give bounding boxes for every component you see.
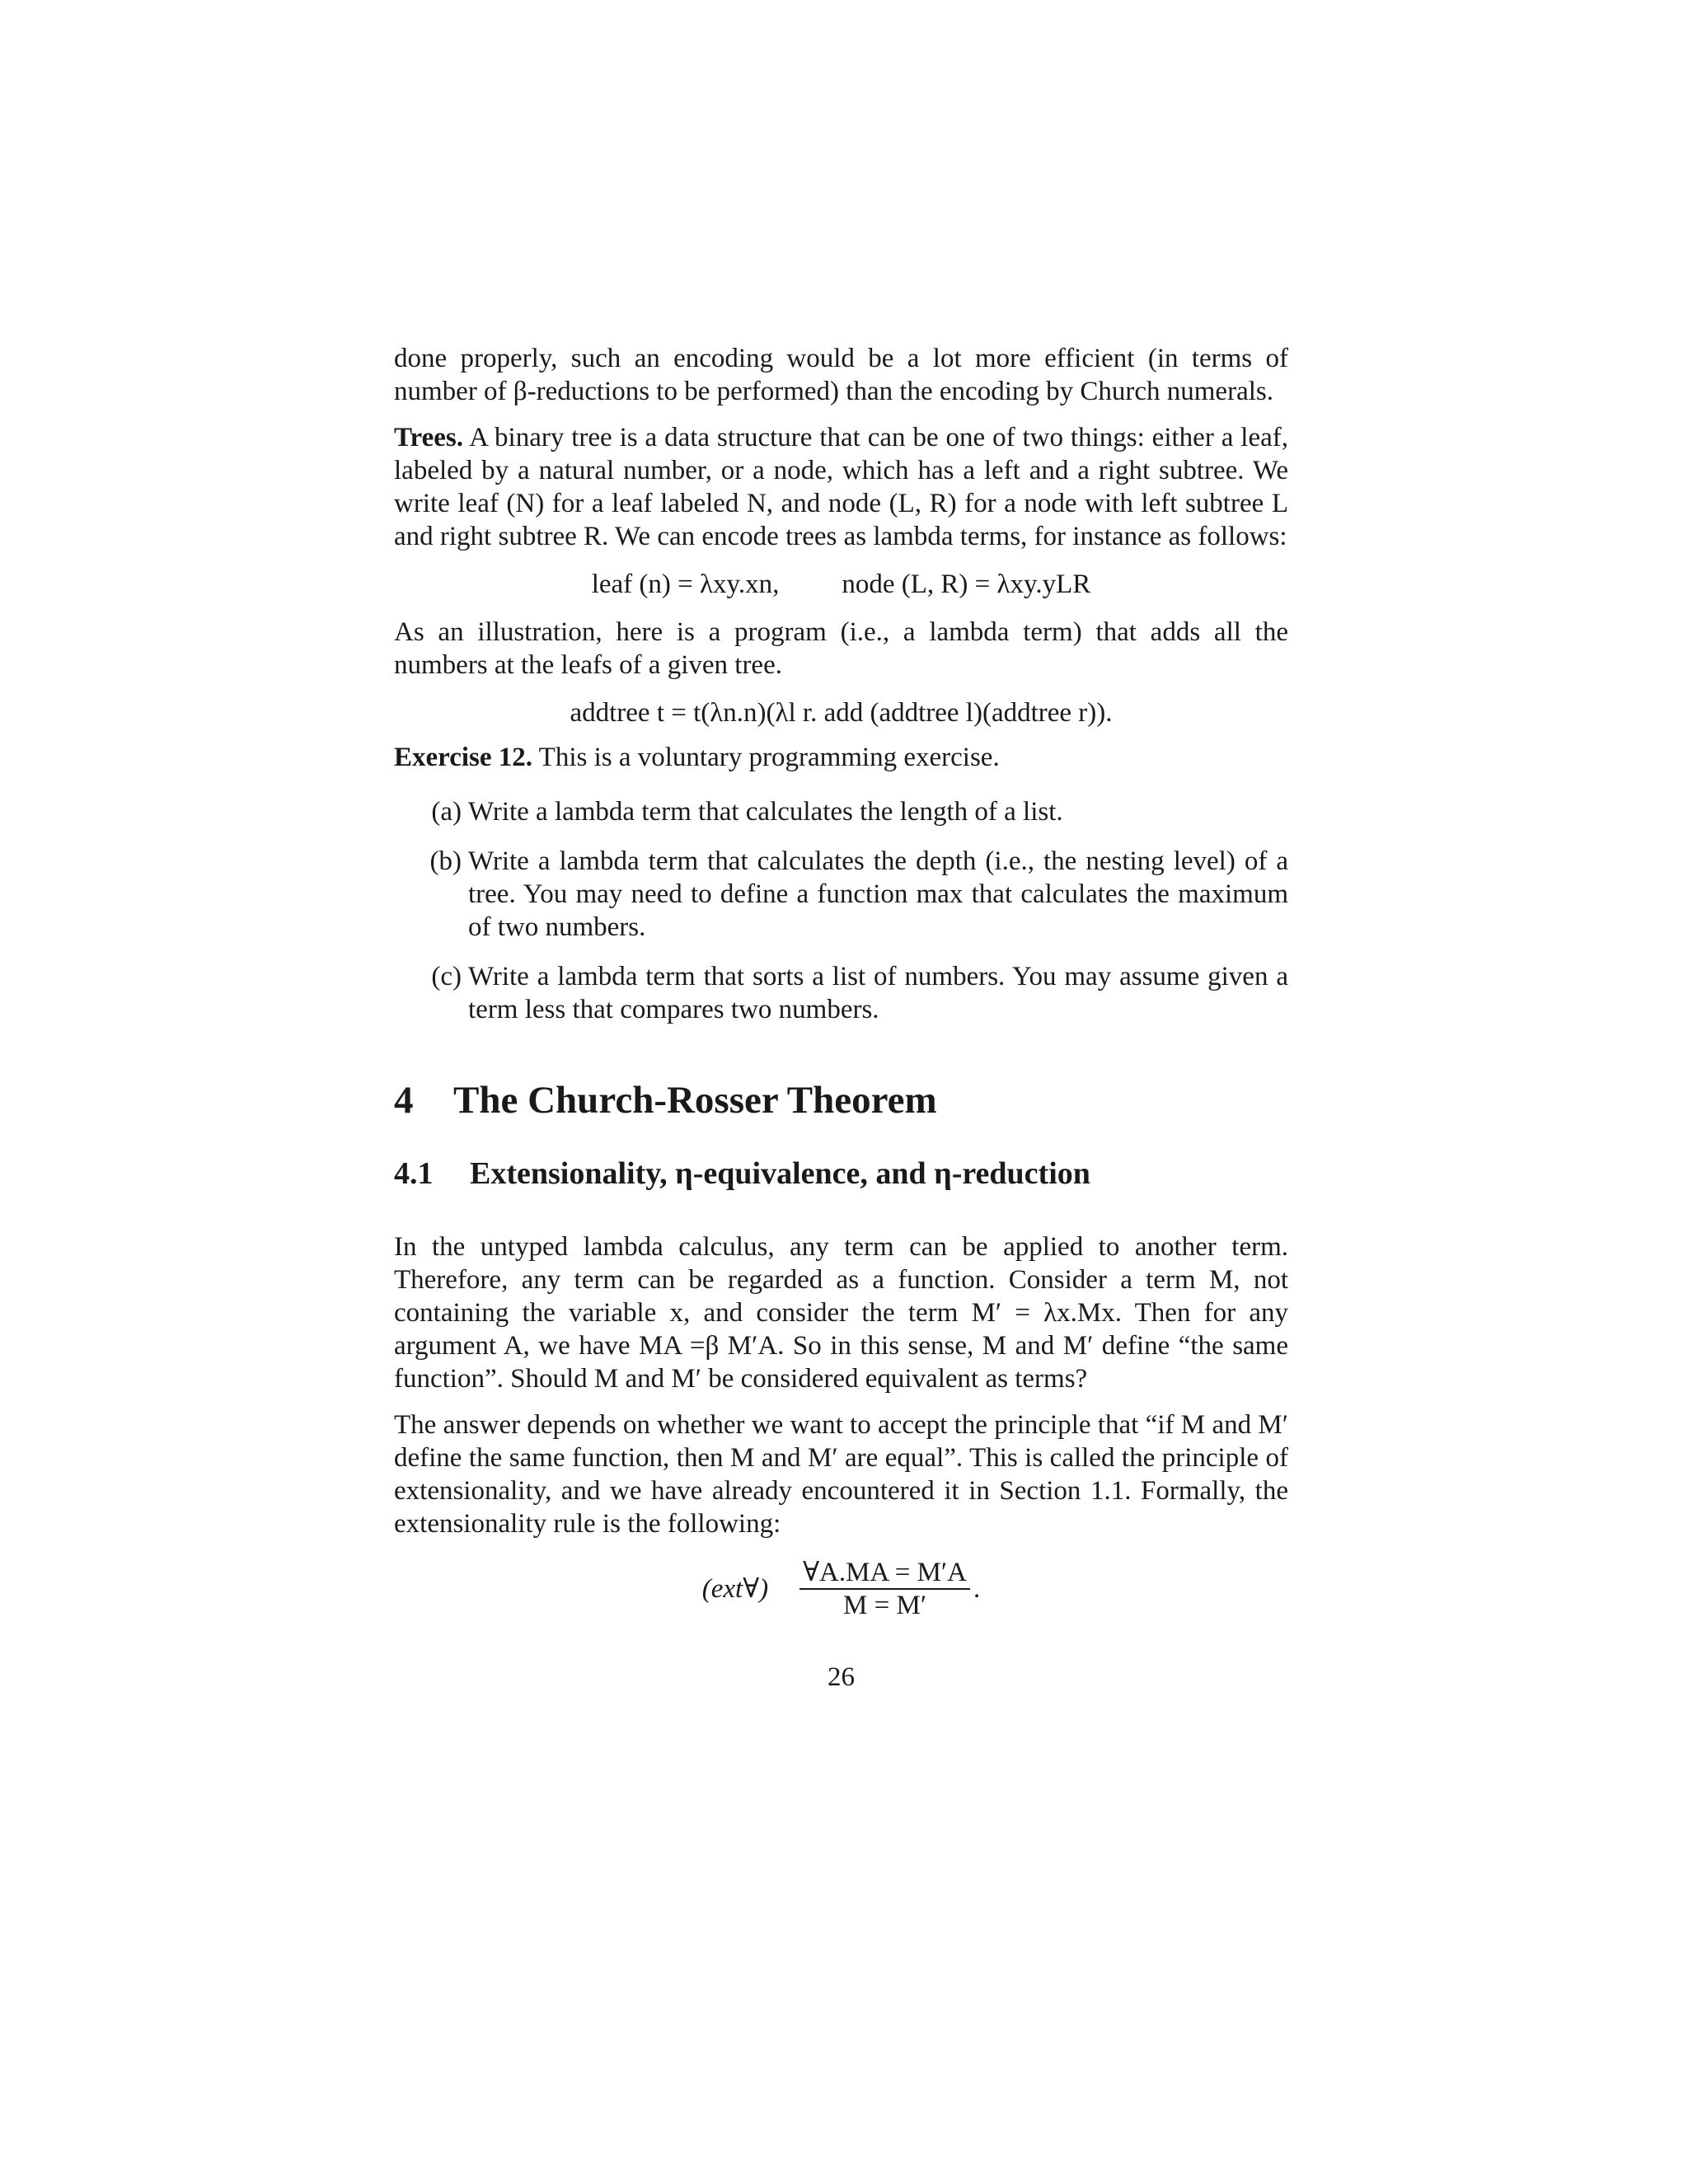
paragraph-top: done properly, such an encoding would be a lot more efficient (in terms of number of β-reductions to be performed) than the encoding by Church numerals. xyxy=(394,344,1288,406)
rule-fraction xyxy=(799,1557,970,1621)
rule-name: (ext∀) xyxy=(701,1574,769,1604)
list-item xyxy=(394,960,1288,1026)
subsection-number: 4.1 xyxy=(394,1156,434,1191)
subsection-heading xyxy=(394,1155,1288,1193)
rule-premise: ∀A.MA = M′A xyxy=(799,1557,970,1590)
extensionality-rule xyxy=(394,1557,1288,1621)
trees-label: Trees. xyxy=(394,423,463,452)
rule-punctuation: . xyxy=(973,1574,981,1604)
item-text: Write a lambda term that calculates the length of a list. xyxy=(468,797,1063,827)
leaf-equation: leaf (n) = λxy.xn, xyxy=(591,569,780,599)
illustration-paragraph: As an illustration, here is a program (i.e., a lambda term) that adds all the numbers at the leafs of a given tree. xyxy=(394,617,1288,680)
item-text: Write a lambda term that calculates the depth (i.e., the nesting level) of a tree. You may need to define a function max that calculates the maximum of two numbers. xyxy=(468,846,1288,942)
exercise-paragraph xyxy=(394,741,1288,774)
item-label: (c) xyxy=(431,962,462,991)
untyped-paragraph: In the untyped lambda calculus, any term can be applied to another term. Therefore, any term can be regarded as a function. Consider a term M, not containing the variable x, and consider the term M′ = λx.Mx. Then for any argument A, we have MA =β M′A. So in this sense, M and M′ define “the same function”. Should M and M′ be considered equivalent as terms? xyxy=(394,1232,1288,1394)
page-number: 26 xyxy=(828,1662,855,1692)
addtree-equation: addtree t = t(λn.n)(λl r. add (addtree l)(addtree r)). xyxy=(570,698,1113,728)
exercise-label: Exercise 12. xyxy=(394,743,533,772)
list-item xyxy=(394,795,1288,828)
node-equation: node (L, R) = λxy.yLR xyxy=(842,569,1091,599)
page-content xyxy=(394,342,1288,1694)
item-label: (b) xyxy=(429,846,462,876)
item-text: Write a lambda term that sorts a list of numbers. You may assume given a term less that compares two numbers. xyxy=(468,962,1288,1024)
section-number: 4 xyxy=(394,1079,414,1122)
tree-encoding-equations xyxy=(394,568,1288,601)
section-heading xyxy=(394,1077,1288,1123)
trees-paragraph xyxy=(394,421,1288,553)
section-title: The Church-Rosser Theorem xyxy=(453,1079,937,1122)
exercise-text: This is a voluntary programming exercise. xyxy=(532,743,1000,772)
subsection-title: Extensionality, η-equivalence, and η-reduction xyxy=(470,1156,1090,1191)
rule-conclusion: M = M′ xyxy=(843,1591,927,1620)
item-label: (a) xyxy=(431,797,462,827)
trees-text: A binary tree is a data structure that can be one of two things: either a leaf, labeled by a natural number, or a node, which has a left and a right subtree. We write leaf (N) for a leaf labeled N, and node (L, R) for a node with left subtree L and right subtree R. We can encode trees as lambda terms, for instance as follows: xyxy=(394,423,1288,551)
list-item xyxy=(394,845,1288,944)
answer-paragraph: The answer depends on whether we want to accept the principle that “if M and M′ define the same function, then M and M′ are equal”. This is called the principle of extensionality, and we have already encountered it in Section 1.1. Formally, the extensionality rule is the following: xyxy=(394,1410,1288,1539)
exercise-list xyxy=(394,795,1288,1026)
